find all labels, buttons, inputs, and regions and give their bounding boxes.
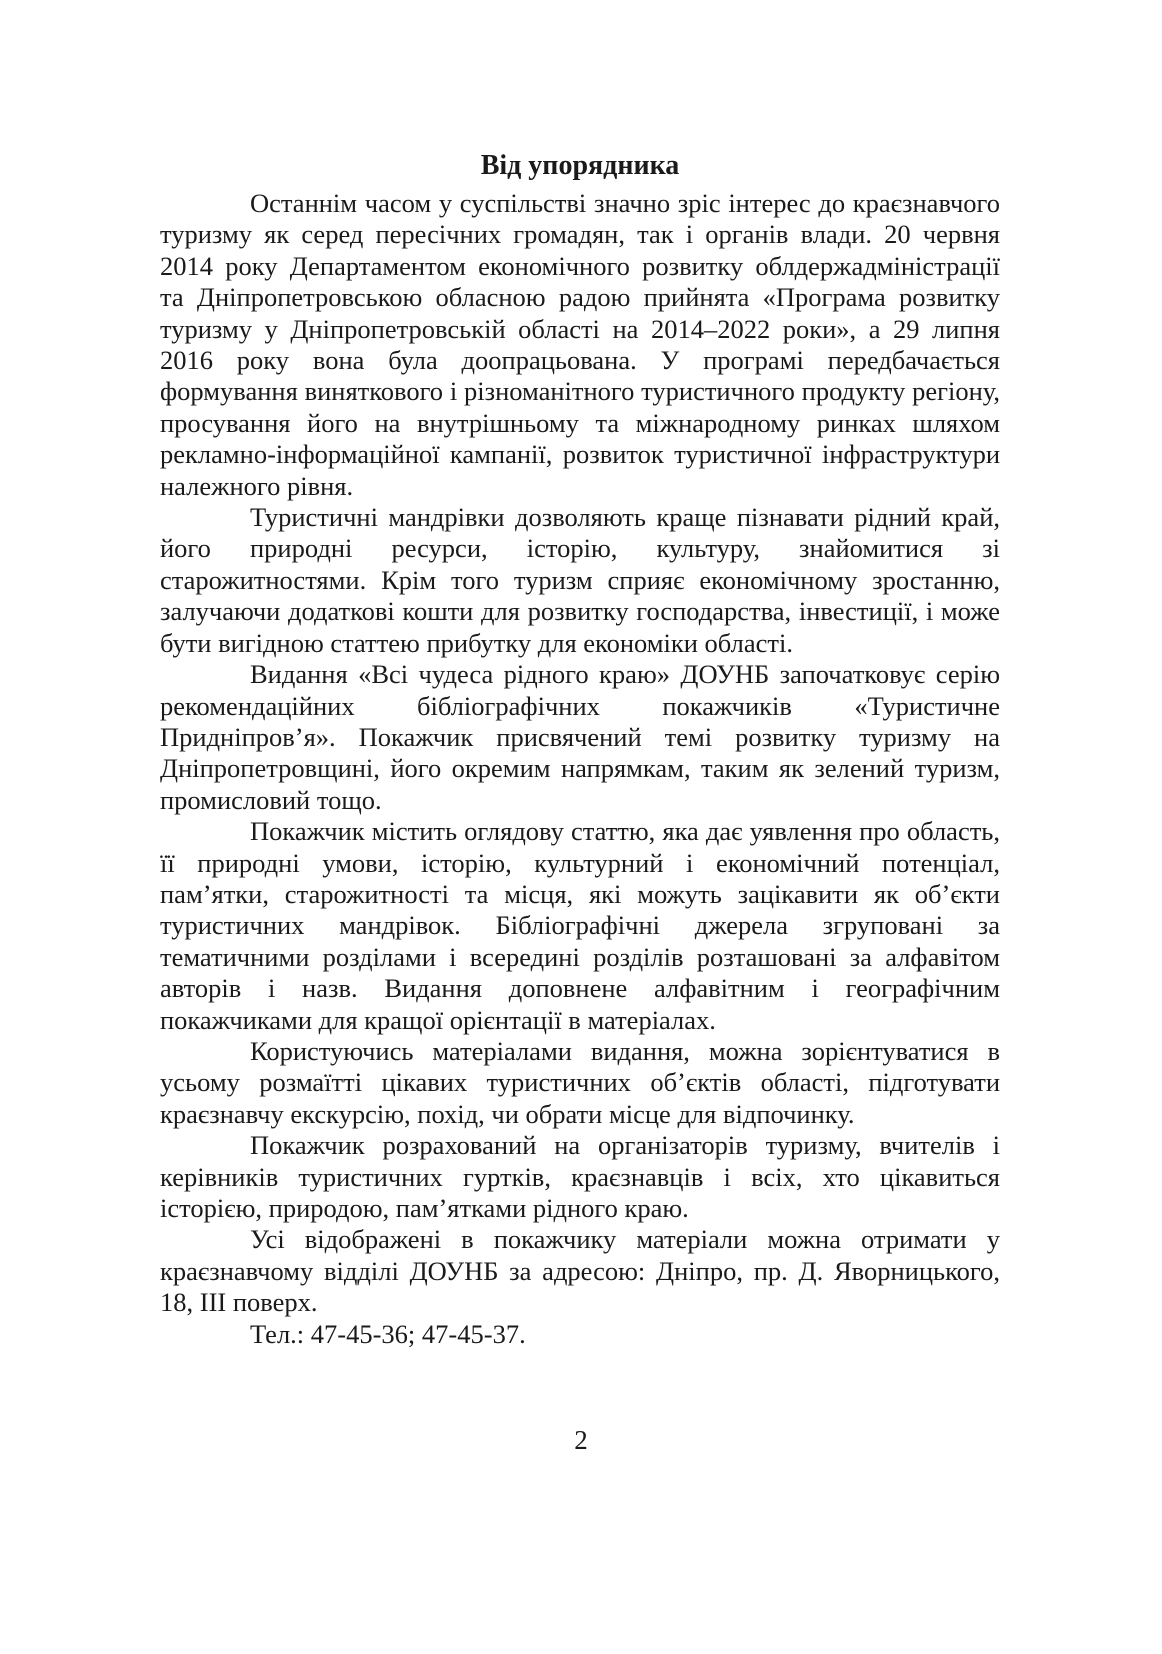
phone-line: Тел.: 47-45-36; 47-45-37. xyxy=(250,1318,526,1349)
paragraph: Останнім часом у суспільстві значно зріс інтерес до краєзнавчого туризму як серед пересічних громадян, так і органів влади. 20 червня 2014 року Департаментом економічного розвитку облдержадміністрації та Дніпропетровською обласною радою прийнята «Програма розвитку туризму у Дніпропетровській області на 2014–2022 роки», а 29 липня 2016 року вона була доопрацьована. У програмі передбачається формування виняткового і різноманітного туристичного продукту регіону, просування його на внутрішньому та міжнародному ринках шляхом рекламно-інформаційної кампанії, розвиток туристичної інфраструктури належного рівня. xyxy=(160,188,1000,501)
paragraph: Усі відображені в покажчику матеріали можна отримати у краєзнавчому відділі ДОУНБ за адресою: Дніпро, пр. Д. Яворницького, 18, ІІІ поверх. xyxy=(160,1224,1000,1318)
paragraph: Видання «Всі чудеса рідного краю» ДОУНБ започатковує серію рекомендаційних бібліографічних покажчиків «Туристичне Придніпров’я». Покажчик присвячений темі розвитку туризму на Дніпропетровщині, його окремим напрямкам, таким як зелений туризм, промисловий тощо. xyxy=(160,659,1000,815)
paragraph: Туристичні мандрівки дозволяють краще пізнавати рідний край, його природні ресурси, історію, культуру, знайомитися зі старожитностями. Крім того туризм сприяє економічному зростанню, залучаючи додаткові кошти для розвитку господарства, інвестиції, і може бути вигідною статтею прибутку для економіки області. xyxy=(160,502,1000,658)
paragraph: Покажчик розрахований на організаторів туризму, вчителів і керівників туристичних гуртків, краєзнавців і всіх, хто цікавиться історією, природою, пам’ятками рідного краю. xyxy=(160,1130,1000,1223)
page-content xyxy=(160,150,1000,1350)
paragraph: Покажчик містить оглядову статтю, яка дає уявлення про область, її природні умови, історію, культурний і економічний потенціал, пам’ятки, старожитності та місця, які можуть зацікавити як об’єкти туристичних мандрівок. Бібліографічні джерела згруповані за тематичними розділами і всередині розділів розташовані за алфавітом авторів і назв. Видання доповнене алфавітним і географічним покажчиками для кращої орієнтації в матеріалах. xyxy=(160,816,1000,1035)
page-number: 2 xyxy=(574,1425,588,1455)
page-title: Від упорядника xyxy=(480,150,680,181)
paragraph: Користуючись матеріалами видання, можна зорієнтуватися в усьому розмаїтті цікавих туристичних об’єктів області, підготувати краєзнавчу екскурсію, похід, чи обрати місце для відпочинку. xyxy=(160,1035,1000,1129)
